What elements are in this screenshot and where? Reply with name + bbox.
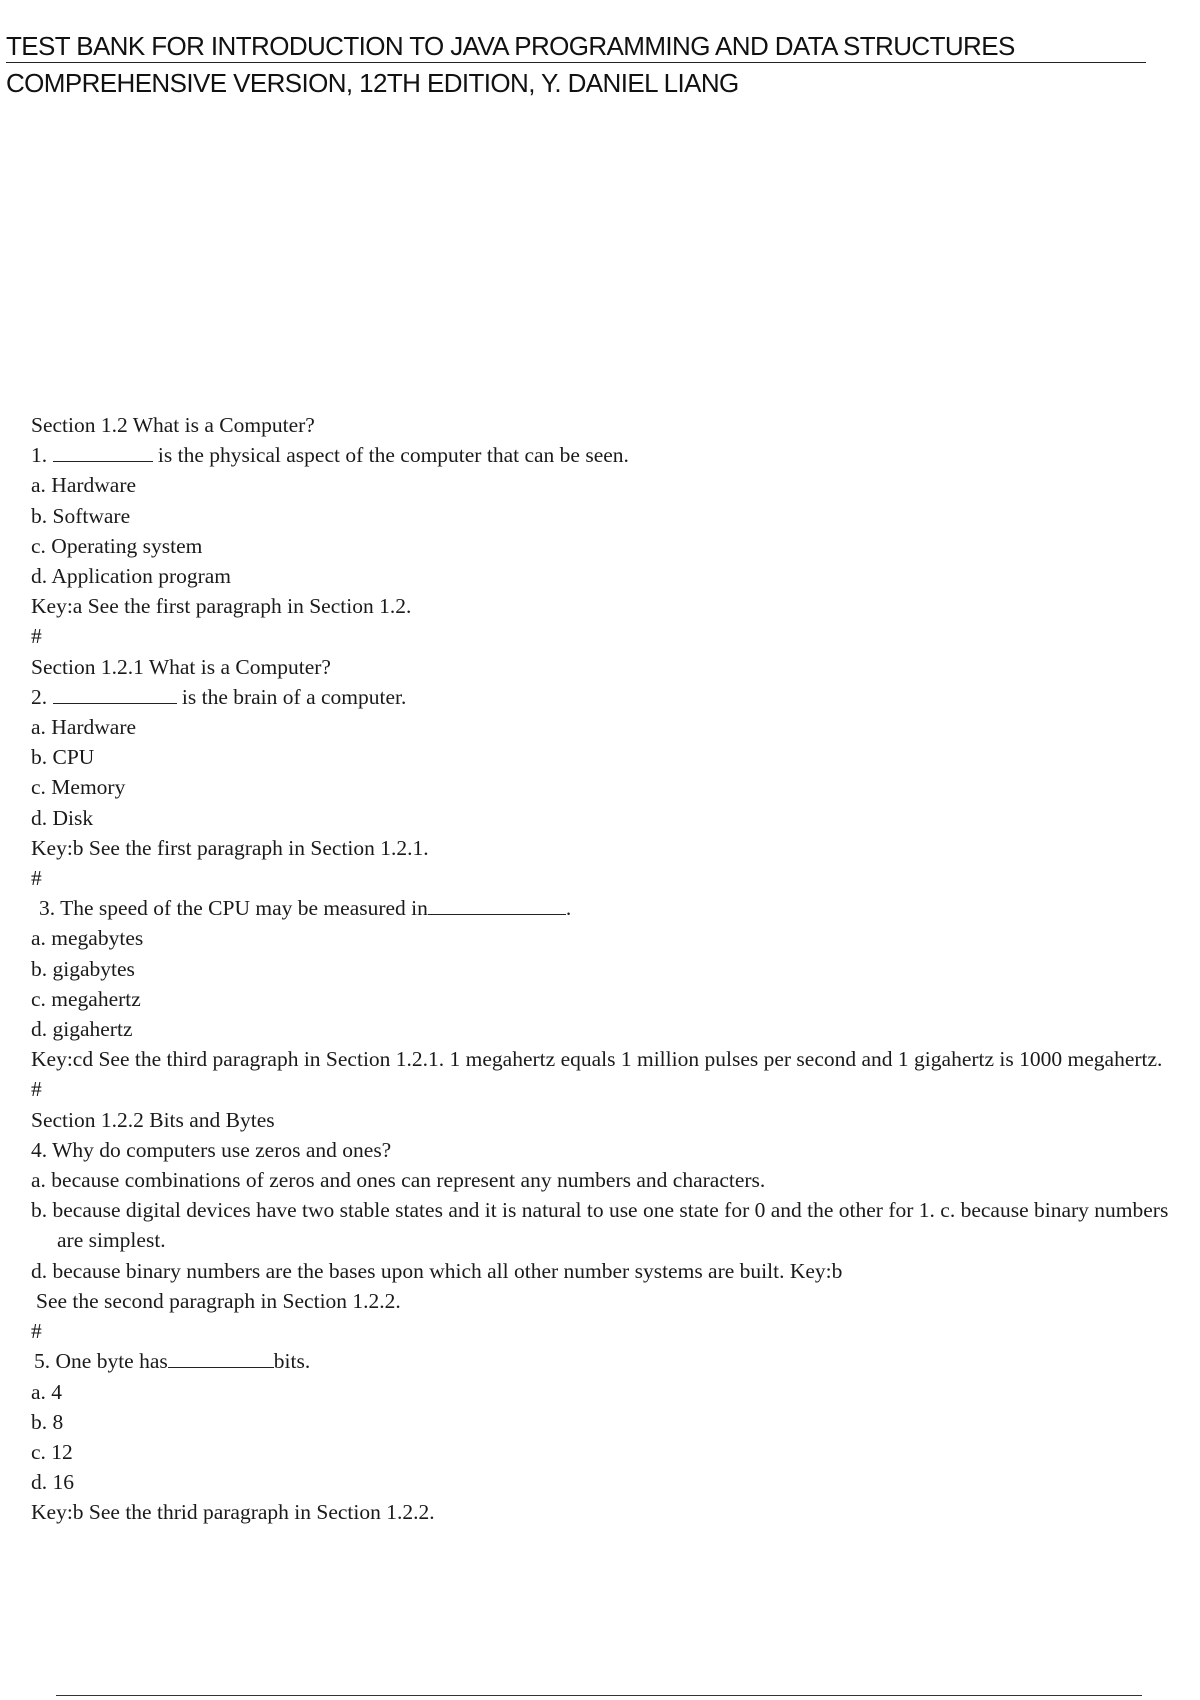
- question-5-option-c: c. 12: [31, 1439, 73, 1464]
- question-3-text: 3. The speed of the CPU may be measured in: [39, 896, 428, 921]
- question-5-stem: [31, 1346, 1171, 1376]
- section-heading-1-2-2: Section 1.2.2 Bits and Bytes: [31, 1107, 275, 1132]
- question-4-answer-key: See the second paragraph in Section 1.2.2.: [36, 1288, 401, 1313]
- question-5-answer-key: Key:b See the thrid paragraph in Section 1.2.2.: [31, 1500, 435, 1525]
- question-separator: #: [31, 866, 42, 891]
- question-5-option-b: b. 8: [31, 1409, 64, 1434]
- question-3-option-b: b. gigabytes: [31, 956, 135, 981]
- question-2-option-c: c. Memory: [31, 775, 126, 800]
- question-5-option-d: d. 16: [31, 1470, 74, 1495]
- question-5-option-a: a. 4: [31, 1379, 63, 1404]
- question-1-option-a: a. Hardware: [31, 473, 137, 498]
- header-title-line-1: TEST BANK FOR INTRODUCTION TO JAVA PROGRAMMING AND DATA STRUCTURES: [6, 30, 1146, 63]
- question-2-option-d: d. Disk: [31, 805, 94, 830]
- question-3-stem: [31, 893, 1171, 923]
- question-separator: #: [31, 1319, 42, 1344]
- question-2-number: 2.: [31, 684, 48, 709]
- header-title-line-2: COMPREHENSIVE VERSION, 12TH EDITION, Y. DANIEL LIANG: [6, 68, 739, 98]
- question-1-option-c: c. Operating system: [31, 533, 203, 558]
- section-heading-1-2-1: Section 1.2.1 What is a Computer?: [31, 654, 331, 679]
- question-1-text: is the physical aspect of the computer that can be seen.: [157, 443, 629, 468]
- question-5-text: 5. One byte has: [34, 1349, 168, 1374]
- question-1-number: 1.: [31, 443, 48, 468]
- question-3-blank: [428, 896, 566, 915]
- question-2-option-a: a. Hardware: [31, 715, 137, 740]
- question-1-blank: [53, 443, 153, 462]
- question-5-end: bits.: [273, 1349, 311, 1374]
- question-4-stem: 4. Why do computers use zeros and ones?: [31, 1137, 392, 1162]
- question-3-answer-key: Key:cd See the third paragraph in Section 1.2.1. 1 megahertz equals 1 million pulses per second and 1 gigahertz is 1000 megahertz.: [31, 1047, 1163, 1072]
- question-4-option-d: d. because binary numbers are the bases upon which all other number systems are built. Key:b: [31, 1258, 843, 1283]
- question-3-option-c: c. megahertz: [31, 986, 141, 1011]
- question-1-option-b: b. Software: [31, 503, 131, 528]
- question-2-answer-key: Key:b See the first paragraph in Section 1.2.1.: [31, 835, 429, 860]
- question-2-blank: [53, 685, 177, 704]
- question-separator: #: [31, 624, 42, 649]
- question-3-period: .: [565, 896, 572, 921]
- question-3-option-d: d. gigahertz: [31, 1017, 133, 1042]
- question-list: [31, 410, 1171, 1528]
- question-3-option-a: a. megabytes: [31, 926, 144, 951]
- question-2-text: is the brain of a computer.: [181, 684, 407, 709]
- question-4-option-b: b. because digital devices have two stable states and it is natural to use one state for 0 and the other for 1. c. because binary numbers are simplest.: [31, 1198, 1169, 1253]
- question-separator: #: [31, 1077, 42, 1102]
- question-5-blank: [168, 1349, 274, 1368]
- question-1-answer-key: Key:a See the first paragraph in Section 1.2.: [31, 594, 412, 619]
- question-4-option-a: a. because combinations of zeros and ones can represent any numbers and characters.: [31, 1168, 766, 1193]
- section-heading-1-2: Section 1.2 What is a Computer?: [31, 413, 315, 437]
- document-header: [6, 30, 1146, 101]
- question-1-stem: [31, 440, 1171, 470]
- footer-rule: [56, 1695, 1142, 1696]
- question-2-stem: [31, 682, 1171, 712]
- question-1-option-d: d. Application program: [31, 564, 232, 589]
- question-2-option-b: b. CPU: [31, 745, 95, 770]
